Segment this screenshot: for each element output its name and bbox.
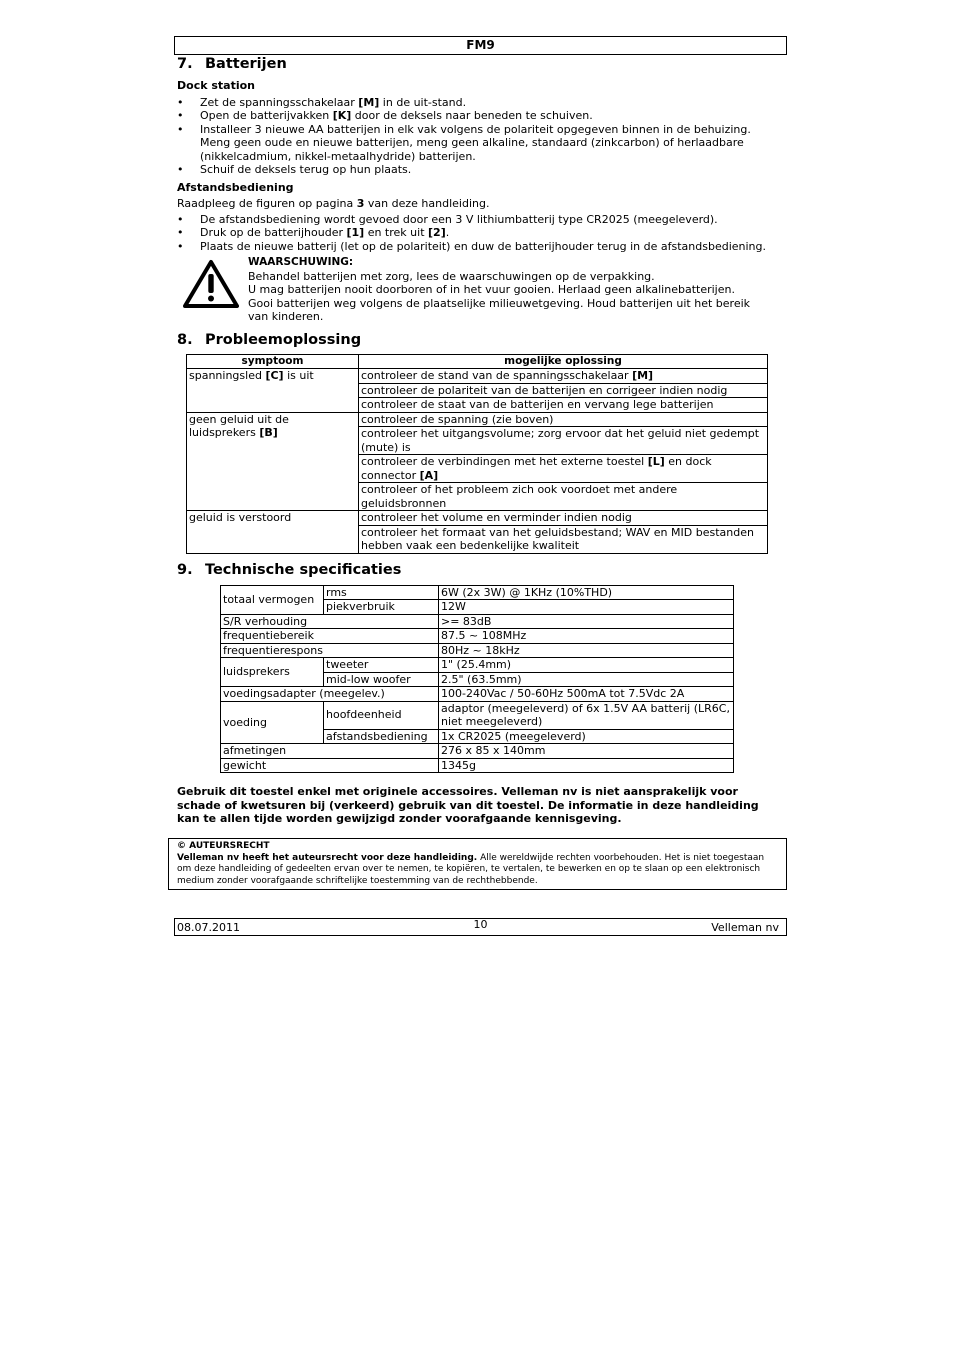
table-row: [187, 412, 768, 427]
spec-sublabel: hoofdeenheid: [324, 701, 439, 729]
spec-sublabel: mid-low woofer: [324, 672, 439, 687]
spec-value: 6W (2x 3W) @ 1KHz (10%THD): [439, 585, 734, 600]
footer-company: Velleman nv: [711, 921, 779, 934]
symptom-cell: spanningsled [C] is uit: [187, 369, 359, 413]
disclaimer-notice: Gebruik dit toestel enkel met originele accessoires. Velleman nv is niet aansprakelijk voor schade of kwetsuren bij (verkeerd) gebruik van dit toestel. De informatie in deze handleiding kan te allen tijde worden gewijzigd zonder voorafgaande kennisgeving.: [177, 785, 759, 825]
warning-line: U mag batterijen nooit doorboren of in het vuur gooien. Herlaad geen alkalinebatterijen.: [248, 283, 735, 296]
solution-cell: controleer de staat van de batterijen en vervang lege batterijen: [359, 398, 768, 413]
list-item: • Installeer 3 nieuwe AA batterijen in elk vak volgens de polariteit opgegeven binnen in de behuizing. Meng geen oude en nieuwe batterijen, meng geen alkaline, standaard (zinkcarbon) of herlaadbare (nikkelcadmium, nikkel-metaalhydride) batterijen.: [177, 123, 769, 164]
table-row: [221, 643, 734, 658]
spec-value: adaptor (meegeleverd) of 6x 1.5V AA batterij (LR6C, niet meegeleverd): [439, 701, 734, 729]
list-item: • Plaats de nieuwe batterij (let op de polariteit) en duw de batterijhouder terug in de afstandsbediening.: [177, 240, 769, 254]
troubleshooting-table: [186, 354, 768, 554]
table-row: [221, 585, 734, 600]
model-name: FM9: [466, 38, 495, 52]
solution-cell: controleer het uitgangsvolume; zorg ervoor dat het geluid niet gedempt (mute) is: [359, 427, 768, 455]
warning-line: Behandel batterijen met zorg, lees de waarschuwingen op de verpakking.: [248, 269, 655, 283]
table-row: [221, 701, 734, 729]
footer-date: 08.07.2011: [177, 921, 240, 934]
list-item: • Open de batterijvakken [K] door de deksels naar beneden te schuiven.: [177, 109, 769, 123]
spec-label: voeding: [221, 701, 324, 744]
list-item: • De afstandsbediening wordt gevoed door een 3 V lithiumbatterij type CR2025 (meegeleverd).: [177, 213, 769, 227]
table-row: [221, 758, 734, 773]
table-row: [187, 369, 768, 384]
warning-title: WAARSCHUWING:: [248, 256, 354, 268]
specifications-table: [220, 585, 734, 774]
spec-sublabel: piekverbruik: [324, 600, 439, 615]
spec-label: luidsprekers: [221, 658, 324, 687]
section-8-heading: 8. Probleemoplossing: [177, 331, 362, 348]
spec-value: 2.5" (63.5mm): [439, 672, 734, 687]
solution-cell: controleer het volume en verminder indien nodig: [359, 511, 768, 526]
spec-label: voedingsadapter (meegelev.): [221, 687, 439, 702]
remote-heading: Afstandsbediening: [177, 180, 294, 194]
spec-label: gewicht: [221, 758, 439, 773]
table-row: [221, 687, 734, 702]
solution-cell: controleer het formaat van het geluidsbestand; WAV en MID bestanden hebben vaak een bedenkelijke kwaliteit: [359, 525, 768, 553]
spec-label: S/R verhouding: [221, 614, 439, 629]
copyright-title: © AUTEURSRECHT: [177, 841, 270, 851]
spec-value: 276 x 85 x 140mm: [439, 744, 734, 759]
spec-sublabel: rms: [324, 585, 439, 600]
warning-line: Gooi batterijen weg volgens de plaatselijke milieuwetgeving. Houd batterijen uit het bereik van kinderen.: [248, 296, 751, 323]
table-row: [221, 614, 734, 629]
spec-sublabel: afstandsbediening: [324, 729, 439, 744]
section-9-heading: 9. Technische specificaties: [177, 561, 402, 578]
remote-list: [177, 213, 769, 254]
dock-station-list: [177, 96, 769, 177]
table-row: [221, 744, 734, 759]
spec-value: 1x CR2025 (meegeleverd): [439, 729, 734, 744]
spec-value: >= 83dB: [439, 614, 734, 629]
dock-station-heading: Dock station: [177, 79, 255, 92]
list-item: • Schuif de deksels terug op hun plaats.: [177, 163, 769, 177]
spec-label: frequentiebereik: [221, 629, 439, 644]
copyright-box: [168, 838, 787, 890]
spec-label: frequentierespons: [221, 643, 439, 658]
page-number: 10: [473, 918, 488, 931]
copyright-text: Velleman nv heeft het auteursrecht voor deze handleiding. Alle wereldwijde rechten voorbehouden. Het is niet toegestaan om deze handleiding of gedeelten ervan over te nemen, te kopiëren, te vertalen, te bewerken en op te slaan op een elektronisch medium zonder voorafgaande schriftelijke toestemming van de rechthebbende.: [177, 852, 765, 886]
list-item: • Zet de spanningsschakelaar [M] in de uit-stand.: [177, 96, 769, 110]
page-footer: [174, 918, 787, 936]
solution-cell: controleer of het probleem zich ook voordoet met andere geluidsbronnen: [359, 483, 768, 511]
page-content: [177, 55, 769, 826]
spec-label: afmetingen: [221, 744, 439, 759]
spec-value: 80Hz ~ 18kHz: [439, 643, 734, 658]
symptom-cell: geluid is verstoord: [187, 511, 359, 554]
solution-cell: controleer de verbindingen met het externe toestel [L] en dock connector [A]: [359, 455, 768, 483]
table-row: [187, 511, 768, 526]
spec-value: 1345g: [439, 758, 734, 773]
warning-triangle-icon: [183, 259, 239, 309]
spec-value: 12W: [439, 600, 734, 615]
spec-value: 100-240Vac / 50-60Hz 500mA tot 7.5Vdc 2A: [439, 687, 734, 702]
symptom-cell: geen geluid uit de luidsprekers [B]: [187, 412, 359, 511]
spec-sublabel: tweeter: [324, 658, 439, 673]
remote-intro: Raadpleeg de figuren op pagina 3 van deze handleiding.: [177, 197, 490, 210]
solution-cell: controleer de stand van de spanningsschakelaar [M]: [359, 369, 768, 384]
table-header-row: [187, 354, 768, 369]
solution-cell: controleer de polariteit van de batterijen en corrigeer indien nodig: [359, 383, 768, 398]
list-item: • Druk op de batterijhouder [1] en trek uit [2].: [177, 226, 769, 240]
solution-cell: controleer de spanning (zie boven): [359, 412, 768, 427]
spec-value: 87.5 ~ 108MHz: [439, 629, 734, 644]
spec-value: 1" (25.4mm): [439, 658, 734, 673]
section-7-heading: 7. Batterijen: [177, 56, 287, 72]
spec-label: totaal vermogen: [221, 585, 324, 614]
warning-block: [177, 256, 769, 324]
page-header: [174, 36, 787, 55]
table-row: [221, 658, 734, 673]
table-row: [221, 629, 734, 644]
column-header-solution: mogelijke oplossing: [359, 354, 768, 369]
column-header-symptom: symptoom: [187, 354, 359, 369]
